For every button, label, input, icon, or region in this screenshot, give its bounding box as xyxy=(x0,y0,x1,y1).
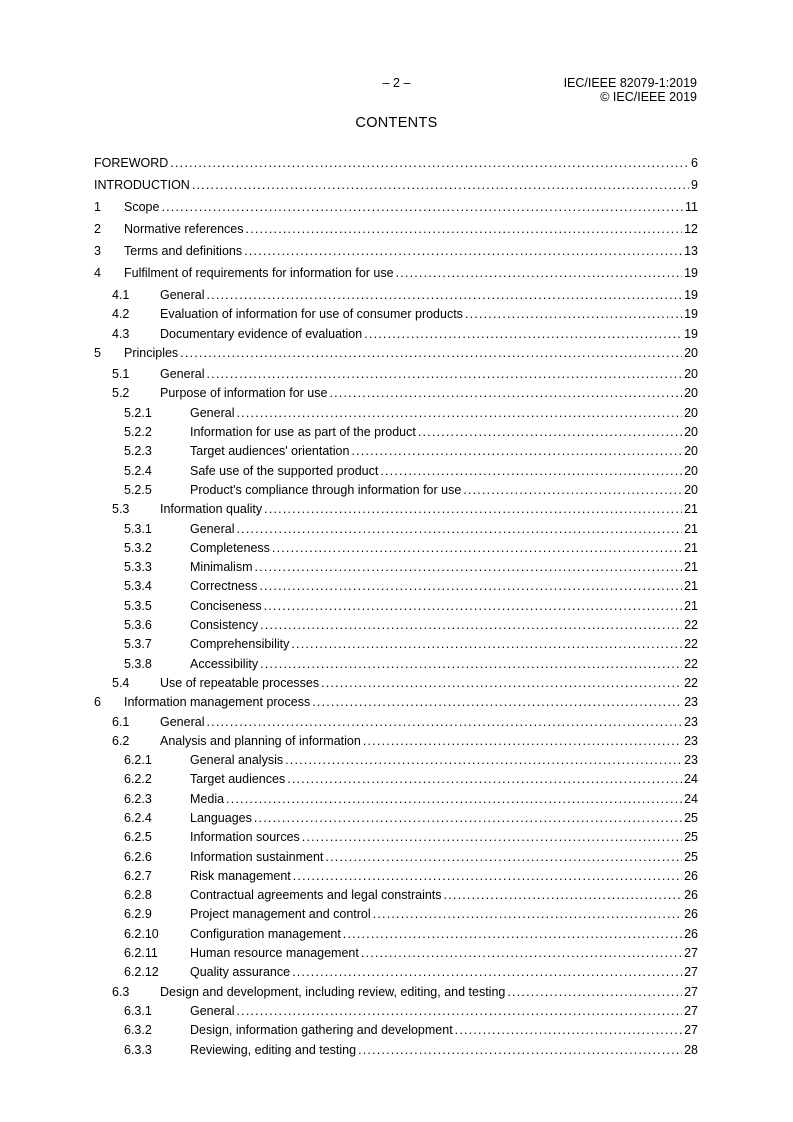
toc-entry-number: 5.3 xyxy=(112,502,130,517)
toc-entry-number: 6.3.1 xyxy=(124,1003,152,1018)
dot-leader xyxy=(380,464,682,478)
toc-entry-page: 27 xyxy=(684,1003,698,1018)
dot-leader xyxy=(180,346,682,360)
toc-entry-page: 11 xyxy=(685,200,698,214)
dot-leader xyxy=(206,288,682,302)
dot-leader xyxy=(255,560,683,574)
toc-entry-title: Analysis and planning of information xyxy=(160,733,361,748)
toc-entry-page: 21 xyxy=(684,502,698,517)
toc-entry-title: INTRODUCTION xyxy=(94,178,190,192)
toc-entry-page: 20 xyxy=(684,346,698,361)
toc-entry-title: Design, information gathering and development xyxy=(190,1023,453,1038)
toc-entry-page: 21 xyxy=(684,521,698,536)
dot-leader xyxy=(264,502,682,516)
toc-entry[interactable] xyxy=(94,386,698,405)
toc-entry[interactable] xyxy=(94,1004,698,1023)
dot-leader xyxy=(321,676,682,690)
toc-entry-number: 5.3.8 xyxy=(124,656,152,671)
toc-entry-page: 20 xyxy=(684,482,698,497)
toc-entry[interactable] xyxy=(94,1043,698,1062)
dot-leader xyxy=(351,444,682,458)
toc-entry-page: 19 xyxy=(684,288,698,302)
toc-entry-page: 24 xyxy=(684,791,698,806)
toc-entry-page: 24 xyxy=(684,772,698,787)
toc-entry-number: 3 xyxy=(94,244,101,258)
toc-entry-title: Correctness xyxy=(190,579,258,594)
dot-leader xyxy=(465,307,682,321)
toc-entry[interactable] xyxy=(94,734,698,753)
toc-entry[interactable] xyxy=(94,178,698,200)
dot-leader xyxy=(325,850,682,864)
toc-entry-title: Human resource management xyxy=(190,946,359,961)
toc-entry-number: 5.1 xyxy=(112,367,130,382)
toc-entry[interactable] xyxy=(94,599,698,618)
toc-entry-number: 6.2.10 xyxy=(124,926,159,941)
dot-leader xyxy=(285,753,682,767)
toc-entry-page: 21 xyxy=(684,540,698,555)
toc-entry-title: General xyxy=(160,367,205,382)
toc-entry-title: Product's compliance through information for use xyxy=(190,482,462,497)
toc-entry-page: 27 xyxy=(684,1023,698,1038)
toc-entry-title: Risk management xyxy=(190,868,291,883)
toc-entry-page: 25 xyxy=(684,849,698,864)
toc-entry-page: 19 xyxy=(684,307,698,322)
toc-entry-page: 26 xyxy=(684,926,698,941)
toc-entry-title: Design and development, including review, editing, and testing xyxy=(160,984,506,999)
dot-leader xyxy=(236,522,682,536)
toc-entry-number: 5.2.2 xyxy=(124,425,152,440)
dot-leader xyxy=(463,483,682,497)
toc-entry-title: Information management process xyxy=(124,695,311,710)
toc-entry-number: 6.2.5 xyxy=(124,830,152,845)
toc-entry[interactable] xyxy=(94,676,698,695)
toc-entry-number: 5.2.4 xyxy=(124,463,152,478)
dot-leader xyxy=(206,367,682,381)
toc-entry-page: 20 xyxy=(684,425,698,440)
toc-entry-page: 25 xyxy=(684,830,698,845)
toc-entry[interactable] xyxy=(94,772,698,791)
dot-leader xyxy=(373,907,682,921)
toc-entry[interactable] xyxy=(94,946,698,965)
toc-entry-page: 19 xyxy=(684,266,698,280)
toc-entry-title: General xyxy=(160,288,205,302)
toc-entry-number: 5 xyxy=(94,346,101,361)
toc-entry-title: Safe use of the supported product xyxy=(190,463,379,478)
toc-entry-number: 6.2.11 xyxy=(124,946,158,961)
dot-leader xyxy=(361,946,682,960)
dot-leader xyxy=(292,965,682,979)
toc-entry-number: 4.2 xyxy=(112,307,130,322)
toc-entry-title: Project management and control xyxy=(190,907,371,922)
toc-entry-number: 5.3.5 xyxy=(124,598,152,613)
dot-leader xyxy=(358,1043,682,1057)
toc-entry-page: 20 xyxy=(684,463,698,478)
toc-entry-page: 26 xyxy=(684,888,698,903)
toc-entry-number: 5.3.7 xyxy=(124,637,152,652)
toc-entry-number: 5.2.1 xyxy=(124,405,152,420)
toc-entry-number: 5.4 xyxy=(112,675,130,690)
dot-leader xyxy=(291,637,682,651)
dot-leader xyxy=(254,811,682,825)
toc-entry[interactable] xyxy=(94,444,698,463)
toc-entry[interactable] xyxy=(94,483,698,502)
toc-entry-page: 19 xyxy=(684,326,698,341)
toc-entry-title: Principles xyxy=(124,346,179,361)
toc-entry-title: Purpose of information for use xyxy=(160,386,328,401)
toc-entry-number: 6.1 xyxy=(112,714,130,729)
toc-entry-page: 20 xyxy=(684,386,698,401)
toc-entry-title: Information quality xyxy=(160,502,263,517)
toc-entry-number: 6.3 xyxy=(112,984,130,999)
toc-entry-page: 22 xyxy=(684,675,698,690)
toc-entry-title: Configuration management xyxy=(190,926,341,941)
toc-entry-title: Use of repeatable processes xyxy=(160,675,320,690)
toc-entry-number: 5.3.2 xyxy=(124,540,152,555)
toc-entry[interactable] xyxy=(94,637,698,656)
toc-entry[interactable] xyxy=(94,560,698,579)
toc-entry-page: 21 xyxy=(684,598,698,613)
dot-leader xyxy=(260,618,682,632)
dot-leader xyxy=(293,869,682,883)
toc-entry-page: 13 xyxy=(684,244,698,258)
dot-leader xyxy=(264,599,683,613)
toc-entry-title: FOREWORD xyxy=(94,156,169,170)
dot-leader xyxy=(170,156,689,170)
dot-leader xyxy=(226,792,682,806)
toc-entry[interactable] xyxy=(94,222,698,244)
toc-entry[interactable] xyxy=(94,327,698,346)
toc-entry-title: Normative references xyxy=(124,222,244,236)
toc-entry[interactable] xyxy=(94,266,698,288)
dot-leader xyxy=(363,734,682,748)
toc-entry-number: 5.3.1 xyxy=(124,521,152,536)
toc-entry-title: Documentary evidence of evaluation xyxy=(160,326,363,341)
toc-entry-page: 23 xyxy=(684,695,698,710)
toc-entry[interactable] xyxy=(94,715,698,734)
toc-entry-number: 6.2.1 xyxy=(124,753,152,768)
toc-entry-page: 21 xyxy=(684,579,698,594)
toc-entry[interactable] xyxy=(94,346,698,367)
toc-entry-title: Scope xyxy=(124,200,160,214)
toc-entry[interactable] xyxy=(94,907,698,926)
toc-entry-page: 21 xyxy=(684,560,698,575)
toc-entry-page: 20 xyxy=(684,444,698,459)
dot-leader xyxy=(507,985,682,999)
toc-entry[interactable] xyxy=(94,792,698,811)
toc-entry-number: 5.2.3 xyxy=(124,444,152,459)
toc-entry-number: 6.2.12 xyxy=(124,965,159,980)
toc-entry[interactable] xyxy=(94,888,698,907)
toc-entry-page: 23 xyxy=(684,714,698,729)
toc-entry[interactable] xyxy=(94,502,698,521)
toc-entry-title: Fulfilment of requirements for information for use xyxy=(124,266,394,280)
toc-entry-title: Languages xyxy=(190,811,252,825)
toc-entry-number: 6 xyxy=(94,695,101,710)
toc-entry[interactable] xyxy=(94,850,698,869)
toc-entry[interactable] xyxy=(94,200,698,222)
toc-entry[interactable] xyxy=(94,830,698,849)
dot-leader xyxy=(272,541,682,555)
dot-leader xyxy=(302,830,682,844)
copyright-notice: © IEC/IEEE 2019 xyxy=(600,90,697,104)
toc-entry-number: 5.3.4 xyxy=(124,579,152,594)
toc-entry-title: Reviewing, editing and testing xyxy=(190,1042,357,1057)
toc-entry-title: General xyxy=(190,405,235,420)
toc-entry-number: 6.2 xyxy=(112,733,130,748)
toc-entry[interactable] xyxy=(94,811,698,830)
toc-entry-number: 6.2.2 xyxy=(124,772,152,787)
toc-entry-page: 25 xyxy=(684,811,698,825)
document-reference xyxy=(564,76,697,104)
toc-entry-title: Media xyxy=(190,791,225,806)
toc-entry-title: Target audiences xyxy=(190,772,286,787)
toc-entry-page: 9 xyxy=(691,178,698,192)
dot-leader xyxy=(418,425,682,439)
toc-entry[interactable] xyxy=(94,618,698,637)
dot-leader xyxy=(246,222,683,236)
toc-entry-title: Conciseness xyxy=(190,598,262,613)
toc-entry[interactable] xyxy=(94,753,698,772)
toc-entry-page: 23 xyxy=(684,753,698,768)
toc-entry-page: 23 xyxy=(684,733,698,748)
toc-entry-title: General xyxy=(160,714,205,729)
toc-entry-number: 6.2.6 xyxy=(124,849,152,864)
dot-leader xyxy=(236,1004,682,1018)
toc-entry-number: 5.3.6 xyxy=(124,618,152,633)
toc-entry-number: 2 xyxy=(94,222,101,236)
document-id: IEC/IEEE 82079-1:2019 xyxy=(563,76,697,90)
toc-entry-title: Completeness xyxy=(190,540,270,555)
toc-entry-title: General xyxy=(190,1003,235,1018)
toc-entry-title: Accessibility xyxy=(190,656,259,671)
toc-entry-page: 28 xyxy=(684,1042,698,1057)
toc-entry-number: 6.2.3 xyxy=(124,791,152,806)
toc-entry-page: 20 xyxy=(684,405,698,420)
toc-entry-number: 5.3.3 xyxy=(124,560,152,575)
dot-leader xyxy=(287,772,682,786)
toc-entry-page: 22 xyxy=(684,637,698,652)
toc-entry-number: 6.2.8 xyxy=(124,888,152,903)
dot-leader xyxy=(343,927,682,941)
dot-leader xyxy=(396,266,683,280)
toc-entry-title: Terms and definitions xyxy=(124,244,243,258)
toc-entry[interactable] xyxy=(94,464,698,483)
dot-leader xyxy=(329,386,682,400)
toc-entry[interactable] xyxy=(94,927,698,946)
toc-entry-number: 4 xyxy=(94,266,101,280)
dot-leader xyxy=(364,327,682,341)
toc-entry[interactable] xyxy=(94,288,698,307)
toc-entry-title: Target audiences' orientation xyxy=(190,444,350,459)
toc-entry[interactable] xyxy=(94,985,698,1004)
dot-leader xyxy=(244,244,682,258)
dot-leader xyxy=(455,1023,682,1037)
toc-entry-number: 6.2.4 xyxy=(124,811,152,825)
toc-entry-page: 26 xyxy=(684,868,698,883)
toc-entry-number: 4.1 xyxy=(112,288,130,302)
toc-entry[interactable] xyxy=(94,657,698,676)
toc-entry[interactable] xyxy=(94,156,698,178)
toc-entry-title: Information sources xyxy=(190,830,300,845)
toc-entry[interactable] xyxy=(94,541,698,560)
table-of-contents xyxy=(94,156,698,1062)
toc-entry-title: Quality assurance xyxy=(190,965,291,980)
dot-leader xyxy=(312,695,682,709)
toc-entry-title: Evaluation of information for use of consumer products xyxy=(160,307,463,322)
toc-entry-page: 27 xyxy=(684,946,698,961)
toc-entry-page: 26 xyxy=(684,907,698,922)
toc-entry[interactable] xyxy=(94,244,698,266)
toc-entry-title: Consistency xyxy=(190,618,259,633)
toc-entry[interactable] xyxy=(94,869,698,888)
toc-entry-page: 6 xyxy=(691,156,698,170)
toc-entry-title: General analysis xyxy=(190,753,284,768)
toc-entry[interactable] xyxy=(94,307,698,326)
toc-entry-number: 6.3.2 xyxy=(124,1023,152,1038)
toc-entry-page: 22 xyxy=(684,618,698,633)
toc-entry[interactable] xyxy=(94,406,698,425)
toc-entry[interactable] xyxy=(94,579,698,598)
toc-entry-title: Minimalism xyxy=(190,560,253,575)
dot-leader xyxy=(259,579,682,593)
dot-leader xyxy=(192,178,689,192)
toc-entry[interactable] xyxy=(94,425,698,444)
dot-leader xyxy=(161,200,683,214)
toc-entry-page: 27 xyxy=(684,965,698,980)
toc-entry-title: Comprehensibility xyxy=(190,637,290,652)
toc-entry[interactable] xyxy=(94,695,698,714)
toc-entry-number: 5.2 xyxy=(112,386,130,401)
toc-entry-number: 1 xyxy=(94,200,101,214)
toc-entry-title: Contractual agreements and legal constraints xyxy=(190,888,442,903)
toc-entry-page: 20 xyxy=(684,367,698,382)
toc-entry-number: 6.2.7 xyxy=(124,868,152,883)
dot-leader xyxy=(444,888,683,902)
toc-entry-number: 5.2.5 xyxy=(124,482,152,497)
toc-entry-title: Information sustainment xyxy=(190,849,324,864)
toc-entry-page: 22 xyxy=(684,656,698,671)
page-title: CONTENTS xyxy=(355,115,438,131)
toc-entry-number: 6.2.9 xyxy=(124,907,152,922)
toc-entry[interactable] xyxy=(94,367,698,386)
dot-leader xyxy=(206,715,682,729)
toc-entry-number: 4.3 xyxy=(112,326,130,341)
toc-entry[interactable] xyxy=(94,965,698,984)
toc-entry-page: 27 xyxy=(684,984,698,999)
toc-entry-title: Information for use as part of the product xyxy=(190,425,416,440)
page-number: – 2 – xyxy=(382,76,411,90)
dot-leader xyxy=(260,657,682,671)
toc-entry[interactable] xyxy=(94,1023,698,1042)
toc-entry-title: General xyxy=(190,521,235,536)
toc-entry-number: 6.3.3 xyxy=(124,1042,152,1057)
toc-entry-page: 12 xyxy=(684,222,698,236)
toc-entry[interactable] xyxy=(94,522,698,541)
dot-leader xyxy=(236,406,682,420)
